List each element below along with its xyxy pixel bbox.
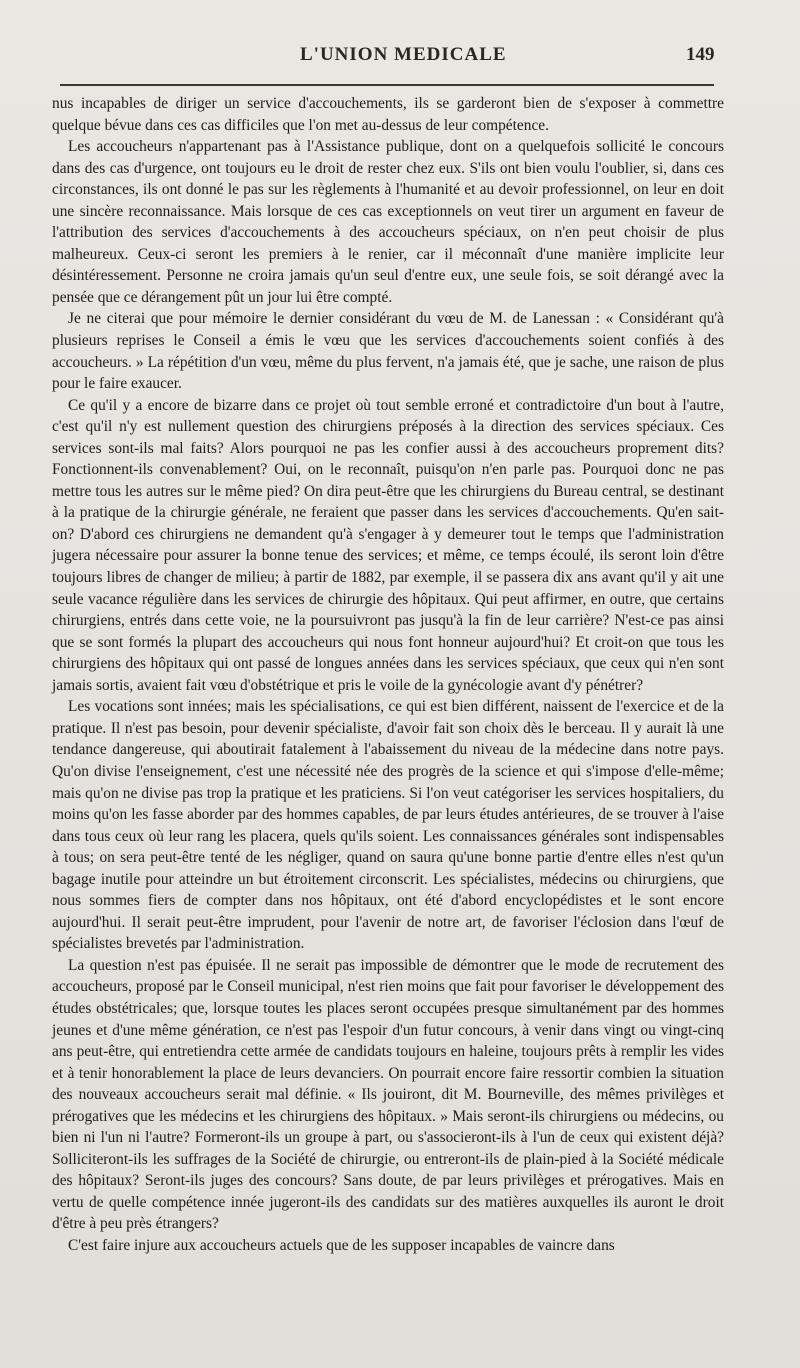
paragraph-question: La question n'est pas épuisée. Il ne serait pas impossible de démontrer que le mode de recrutement des accoucheurs, proposé par le Conseil municipal, n'est rien moins que fait pour favoriser le développement des études obstétricales; que, lorsque toutes les places seront occupées presque simultanément par des hommes jeunes et d'une même génération, ce n'est pas l'espoir d'un futur concours, à venir dans vingt ou vingt-cinq ans peut-être, qui entretiendra cette armée de candidats toujours en haleine, toujours prêts à remplir les vides et à tenir honorablement la place de leurs devanciers. On pourrait encore faire ressortir combien la situation des nouveaux accoucheurs serait mal définie. « Ils jouiront, dit M. Bourneville, des mêmes privilèges et prérogatives que les médecins et les chirurgiens des hôpitaux. » Mais seront-ils chirurgiens ou médecins, ou bien ni l'un ni l'autre? Formeront-ils un groupe à part, ou s'associeront-ils à l'un de ceux qui existent déjà? Solliciteront-ils les suffrages de la Société de chirurgie, ou entreront-ils de plain-pied à la Société médicale des hôpitaux? Seront-ils juges des concours? Sans doute, de par leurs privilèges et prérogatives. Mais en vertu de quelle compétence innée jugeront-ils des candidats sur des matières auxquelles ils auront le droit d'être à peu près étrangers? — [52, 956, 724, 1233]
paragraph-accoucheurs-assistance: Les accoucheurs n'appartenant pas à l'Assistance publique, dont on a quelquefois sollicité le concours dans des cas d'urgence, ont toujours eu le droit de rester chez eux. S'ils ont bien voulu l'oublier, si, dans ces circonstances, ils ont donné le pas sur les règlements à l'humanité et au devoir professionnel, on leur en doit une sincère reconnaissance. Mais lorsque de ces cas exceptionnels on veut tirer un argument en faveur de l'attribution des services d'accouchements à des accoucheurs spéciaux, on n'en peut choisir de plus malheureux. Ceux-ci seront les premiers à le renier, car il méconnaît d'une manière implicite leur désintéressement. Personne ne croira jamais qu'un seul d'entre eux, une seule fois, se soit dérangé avec la pensée que ce dérangement pût un jour lui être compté. — [52, 138, 724, 306]
paragraph-continued: nus incapables de diriger un service d'accouchements, ils se garderont bien de s'exposer à commettre quelque bévue dans ces cas difficiles que l'on met au-dessus de leur compétence. — [52, 95, 724, 134]
paragraph-injure: C'est faire injure aux accoucheurs actuels que de les supposer incapables de vaincre dans — [68, 1236, 615, 1254]
paragraph-vocations: Les vocations sont innées; mais les spécialisations, ce qui est bien différent, naissent de l'exercice et de la pratique. Il n'est pas besoin, pour devenir spécialiste, d'avoir fait son choix dès le berceau. Il y aurait là une tendance dangereuse, qui aboutirait fatalement à l'abaissement du niveau de la médecine dans notre pays. Qu'on divise l'enseignement, c'est une nécessité née des progrès de la science et qui s'impose d'elle-même; mais qu'on ne divise pas trop la pratique et les praticiens. Si l'on veut catégoriser les services hospitaliers, du moins qu'on les fasse aborder par des hommes capables, de par leurs études antérieures, de se trouver à l'aise dans tous ceux où leur rang les placera, quels qu'ils soient. Les connaissances générales sont indispensables à tous; on sera peut-être tenté de les négliger, quand on saura qu'une bonne partie d'entre elles n'est qu'un bagage inutile pour atteindre un but étroitement circonscrit. Les spécialistes, médecins ou chirurgiens, que nous sommes fiers de compter dans nos hôpitaux, ont été d'abord encyclopédistes et le sont encore aujourd'hui. Il serait peut-être imprudent, pour l'avenir de notre art, de favoriser l'éclosion dans l'œuf de spécialistes brevetés par l'administration. — [52, 698, 724, 953]
article-body — [52, 93, 724, 1257]
running-title: L'UNION MEDICALE — [300, 44, 507, 65]
paragraph-considerant: Je ne citerai que pour mémoire le dernier considérant du vœu de M. de Lanessan : « Considérant qu'à plusieurs reprises le Conseil a émis le vœu que les services d'accouchements soient confiés à des accoucheurs. » La répétition d'un vœu, même du plus fervent, n'a jamais été, que je sache, une raison de plus pour le faire exaucer. — [52, 310, 724, 393]
paragraph-bizarre-projet: Ce qu'il y a encore de bizarre dans ce projet où tout semble erroné et contradictoire d'un bout à l'autre, c'est qu'il n'y est nullement question des chirurgiens préposés à la direction des services spéciaux. Ces services sont-ils mal faits? Alors pourquoi ne pas les confier aussi à des accoucheurs proprement dits? Fonctionnent-ils convenablement? Oui, on le reconnaît, puisqu'on n'en parle pas. Pourquoi donc ne pas mettre tous les autres sur le même pied? On dira peut-être que les chirurgiens du Bureau central, se destinant à la pratique de la chirurgie générale, ne feraient que passer dans les services d'accouchements. Qu'en sait-on? D'abord ces chirurgiens ne demandent qu'à s'engager à y demeurer tout le temps que l'administration jugera nécessaire pour assurer la bonne tenue des services; et même, ce temps écoulé, ils seront loin d'être toujours libres de changer de milieu; à partir de 1882, par exemple, il se passera dix ans avant qu'il y ait une seule vacance régulière dans les services de chirurgie des hôpitaux. Qui peut affirmer, en outre, que certains chirurgiens, entrés dans cette voie, ne la poursuivront pas jusqu'à la fin de leur carrière? N'est-ce pas ainsi que se sont formés la plupart des accoucheurs qui nous font honneur aujourd'hui? Et croit-on que tous les chirurgiens des hôpitaux qui ont passé de longues années dans les services spéciaux, que ceux qui n'en sont jamais sortis, avaient fait vœu d'obstétrique et pris le voile de la gynécologie avant d'y pénétrer? — [52, 396, 724, 694]
page-header — [0, 44, 800, 74]
header-rule — [60, 84, 714, 86]
page-number: 149 — [686, 44, 715, 65]
